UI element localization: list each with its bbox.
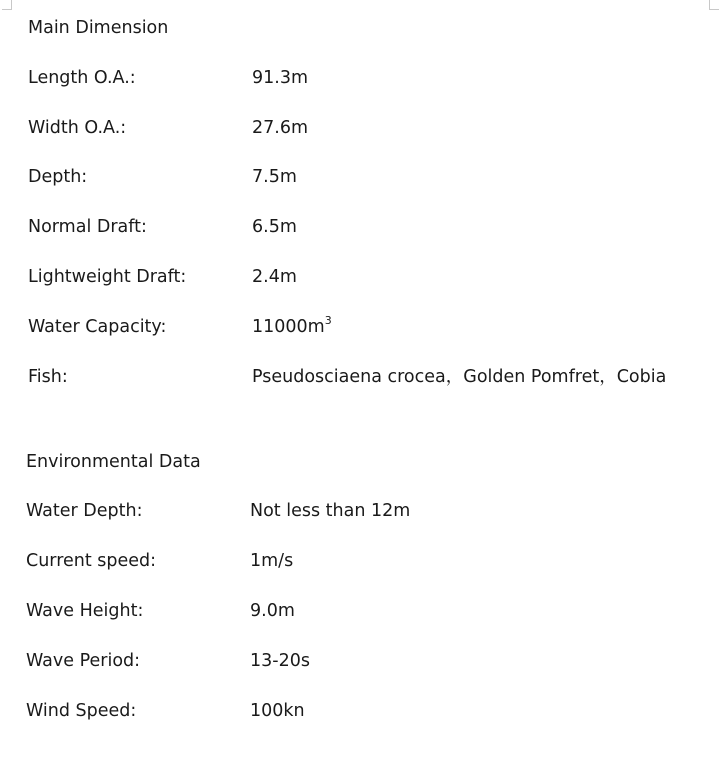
spec-value: 6.5m	[252, 217, 297, 237]
spec-label: Normal Draft:	[28, 217, 147, 237]
page-corner-mark-right	[709, 0, 719, 10]
spec-value: 7.5m	[252, 167, 297, 187]
spec-label: Water Capacity:	[28, 317, 167, 337]
environmental-data-heading: Environmental Data	[26, 452, 201, 472]
env-value: Not less than 12m	[250, 501, 411, 521]
env-row-wind-speed	[0, 698, 721, 724]
env-label: Current speed:	[26, 551, 157, 571]
env-label: Wave Period:	[26, 651, 141, 671]
spec-row-water-capacity	[0, 314, 721, 340]
spec-label: Depth:	[28, 167, 88, 187]
env-value: 9.0m	[250, 601, 295, 621]
spec-label: Fish:	[28, 367, 68, 387]
spec-value	[252, 314, 332, 340]
page-corner-mark-left	[2, 0, 12, 10]
spec-label: Lightweight Draft:	[28, 267, 187, 287]
spec-value: 2.4m	[252, 267, 297, 287]
spec-row-fish	[0, 364, 721, 390]
spec-value-text: 11000m	[252, 317, 325, 337]
env-label: Water Depth:	[26, 501, 143, 521]
spec-label: Length O.A.:	[28, 68, 136, 88]
env-value: 100kn	[250, 701, 305, 721]
spec-row-normal-draft	[0, 214, 721, 240]
spec-value: 27.6m	[252, 118, 309, 138]
env-row-wave-period	[0, 648, 721, 674]
env-label: Wind Speed:	[26, 701, 137, 721]
spec-row-lightweight-draft	[0, 264, 721, 290]
env-value: 13-20s	[250, 651, 310, 671]
spec-row-width	[0, 115, 721, 141]
spec-value: Pseudosciaena crocea，Golden Pomfret，Cobia	[252, 367, 667, 387]
spec-value: 91.3m	[252, 68, 309, 88]
main-dimension-heading: Main Dimension	[28, 18, 169, 38]
env-row-wave-height	[0, 598, 721, 624]
superscript-exponent: 3	[324, 314, 332, 328]
env-row-current-speed	[0, 548, 721, 574]
spec-row-depth	[0, 164, 721, 190]
env-row-water-depth	[0, 498, 721, 524]
spec-label: Width O.A.:	[28, 118, 127, 138]
env-value: 1m/s	[250, 551, 294, 571]
env-label: Wave Height:	[26, 601, 144, 621]
spec-row-length	[0, 65, 721, 91]
